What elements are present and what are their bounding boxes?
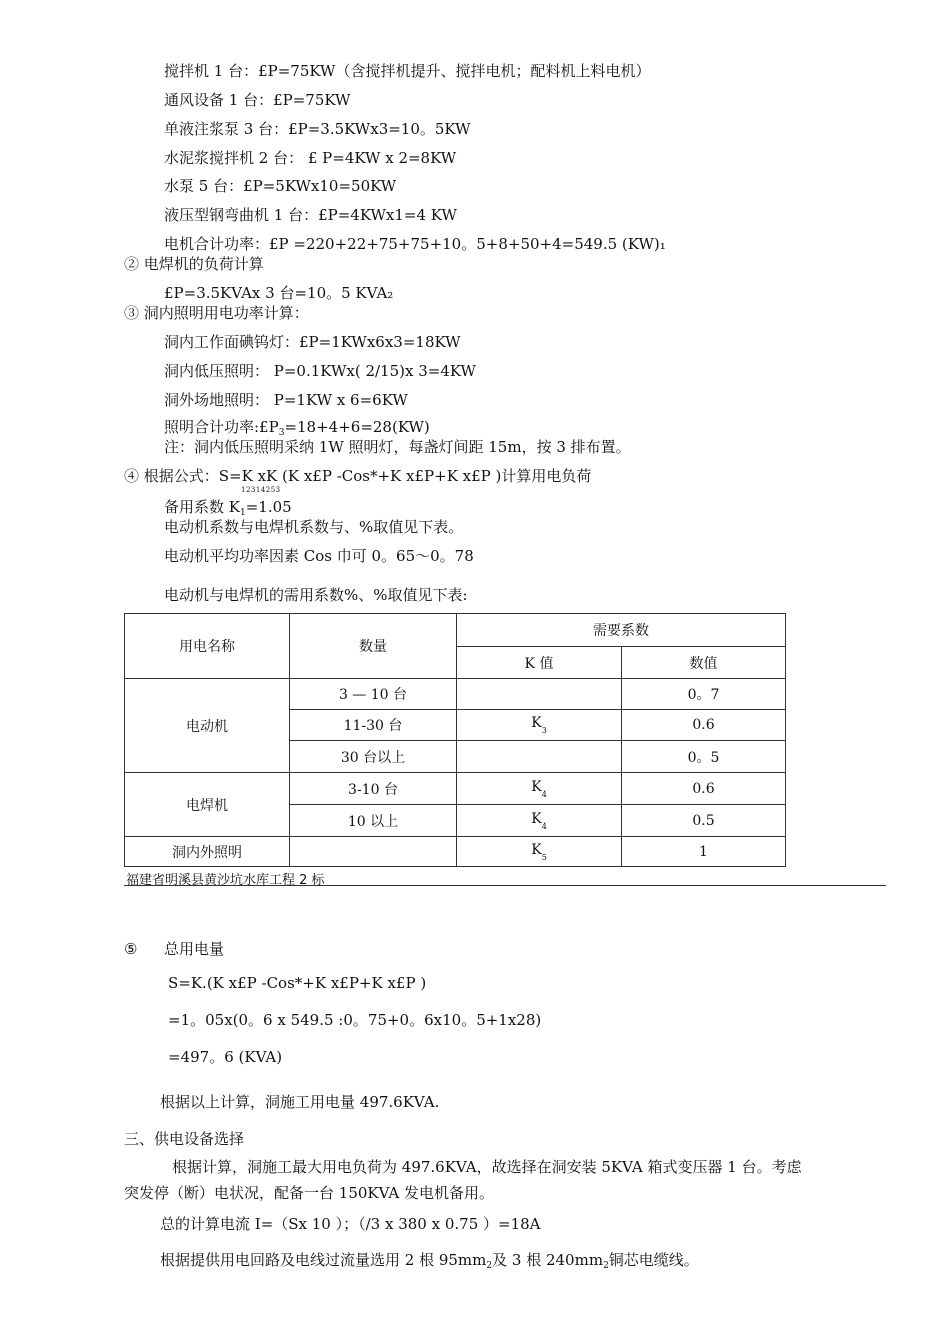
- welder-formula: £P=3.5KVAx 3 台=10。5 KVA₂: [164, 284, 394, 302]
- lighting-outside: 洞外场地照明： P=1KW x 6=6KW: [164, 391, 408, 409]
- table-cell-value: 0。7: [622, 679, 786, 710]
- table-cell-k: $K_5$: [457, 837, 622, 867]
- table-cell-qty: [290, 837, 457, 867]
- lighting-work-face: 洞内工作面碘钨灯：£P=1KWx6x3=18KW: [164, 333, 461, 351]
- load-grout-pump: 单液注浆泵 3 台：£P=3.5KWx3=10。5KW: [164, 120, 471, 138]
- table-cell-k: [457, 679, 622, 710]
- table-cell-value: 0.6: [622, 710, 786, 741]
- coefficient-table: [124, 613, 786, 867]
- load-mixer: 搅拌机 1 台：£P=75KW（含搅拌机提升、搅拌电机；配料机上料电机）: [164, 62, 651, 80]
- table-cell-qty: 11-30 台: [290, 710, 457, 741]
- load-water-pump: 水泵 5 台：£P=5KWx10=50KW: [164, 177, 397, 195]
- lighting-low-voltage: 洞内低压照明： P=0.1KWx( 2/15)x 3=4KW: [164, 362, 476, 380]
- header-need: 需要系数: [457, 614, 786, 647]
- table-cell-k: $K_4$: [457, 805, 622, 837]
- table-cell-value: 0.6: [622, 773, 786, 805]
- motor-total: 电机合计功率：£P =220+22+75+75+10。5+8+50+4=549.5 (KW)₁: [164, 235, 666, 253]
- page-footer: 福建省明溪县黄沙坑水库工程 2 标: [126, 873, 325, 888]
- total-line-1: S=K.(K x£P -Cos*+K x£P+K x£P ): [168, 974, 427, 992]
- row-motor-label: 电动机: [125, 679, 290, 773]
- row-light-label: 洞内外照明: [125, 837, 290, 867]
- table-cell-k: [457, 741, 622, 773]
- header-value: 数值: [622, 647, 786, 679]
- load-ventilation: 通风设备 1 台：£P=75KW: [164, 91, 351, 109]
- section3-para-line-2: 突发停（断）电状况，配备一台 150KVA 发电机备用。: [124, 1184, 495, 1202]
- load-bender: 液压型钢弯曲机 1 台：£P=4KWx1=4 KW: [164, 206, 457, 224]
- backup-coefficient: 备用系数 $K_1=1.05$: [164, 498, 292, 518]
- footer-rule: [124, 885, 886, 886]
- section3-para-line-1: 根据计算，洞施工最大用电负荷为 497.6KVA，故选择在洞安装 5KVA 箱式变压器 1 台。考虑: [172, 1158, 802, 1176]
- formula-subscripts: 12314253: [241, 486, 281, 494]
- total-line-2: =1。05x(0。6 x 549.5 :0。75+0。6x10。5+1x28): [168, 1011, 542, 1029]
- row-welder-label: 电焊机: [125, 773, 290, 837]
- table-cell-value: 1: [622, 837, 786, 867]
- total-conclusion: 根据以上计算，洞施工用电量 497.6KVA.: [160, 1093, 440, 1111]
- table-cell-qty: 30 台以上: [290, 741, 457, 773]
- header-name: 用电名称: [125, 614, 290, 679]
- total-line-3: =497。6 (KVA): [168, 1048, 283, 1066]
- table-cell-k: $K_4$: [457, 773, 622, 805]
- header-k: K 值: [457, 647, 622, 679]
- load-cement-mixer: 水泥浆搅拌机 2 台： £ P=4KW x 2=8KW: [164, 149, 457, 167]
- lighting-total: 照明合计功率$:£P_3=18+4+6=28(KW)$: [164, 418, 430, 438]
- total-number: ⑤: [124, 940, 138, 958]
- table-cell-qty: 10 以上: [290, 805, 457, 837]
- lighting-heading: ③ 洞内照明用电功率计算：: [124, 304, 309, 322]
- total-heading: 总用电量: [164, 940, 225, 958]
- table-cell-qty: 3 — 10 台: [290, 679, 457, 710]
- section3-heading: 三、供电设备选择: [124, 1130, 245, 1148]
- table-cell-value: 0。5: [622, 741, 786, 773]
- coef-text: 电动机系数与电焊机系数与、%取值见下表。: [164, 518, 464, 536]
- welder-heading: ② 电焊机的负荷计算: [124, 255, 264, 273]
- table-cell-qty: 3-10 台: [290, 773, 457, 805]
- lighting-note: 注：洞内低压照明采纳 1W 照明灯，每盏灯间距 15m，按 3 排布置。: [164, 438, 631, 456]
- cos-text: 电动机平均功率因素 Cos 巾可 0。65〜0。78: [164, 547, 474, 565]
- table-caption: 电动机与电焊机的需用系数%、%取值见下表:: [164, 586, 468, 604]
- header-qty: 数量: [290, 614, 457, 679]
- formula-heading: ④ 根据公式：S=K xK (K x£P -Cos*+K x£P+K x£P )计算用电负荷: [124, 467, 592, 485]
- table-cell-value: 0.5: [622, 805, 786, 837]
- cable-selection: 根据提供用电回路及电线过流量选用 2 根 $95mm_2$及 3 根 $240mm_2$铜芯电缆线。: [160, 1251, 699, 1271]
- table-cell-k: $K_3$: [457, 710, 622, 741]
- current-formula: 总的计算电流 I=（Sx 10 ）；（/3 x 380 x 0.75 ）=18A: [160, 1215, 541, 1233]
